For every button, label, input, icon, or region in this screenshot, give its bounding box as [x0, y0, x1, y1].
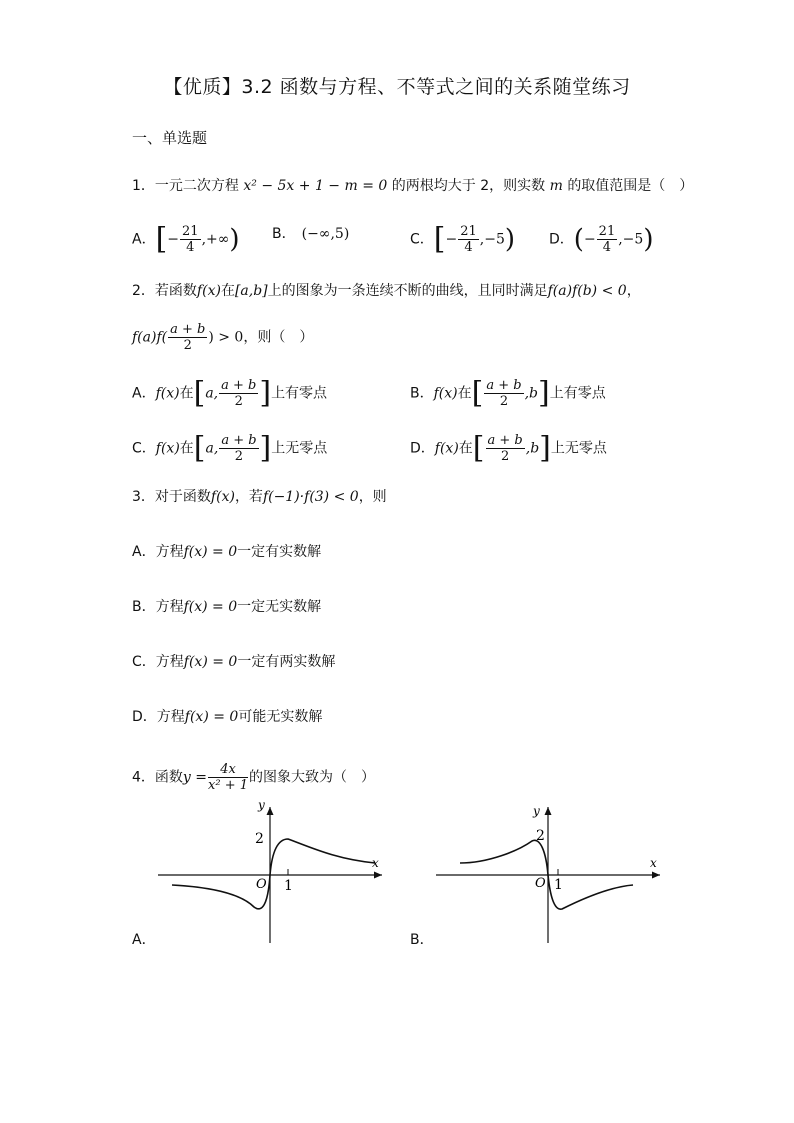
- option-label: A．方程: [132, 544, 184, 560]
- x-axis-arrow: [652, 872, 660, 879]
- option-tail: 上无零点: [271, 440, 328, 457]
- paren: ): [504, 224, 516, 255]
- function-curve: [172, 839, 375, 909]
- option-label: D．: [549, 231, 574, 248]
- numerator: 4x: [208, 762, 248, 778]
- bracket: [: [471, 375, 484, 411]
- denominator: 2: [183, 338, 192, 353]
- q3-stem-text: 3．对于函数: [132, 489, 211, 505]
- q3-stem-text-3: ，则: [358, 489, 387, 505]
- equation: f(x) = 0: [183, 544, 238, 560]
- bracket: [: [193, 430, 206, 466]
- q3-condition: f(−1)·f(3) < 0: [262, 489, 359, 505]
- q1-option-d[interactable]: [549, 224, 653, 255]
- sign: −: [583, 231, 596, 248]
- option-label: B．: [410, 385, 434, 402]
- equation: f(x) = 0: [184, 709, 239, 725]
- q3-option-c[interactable]: [132, 652, 335, 672]
- fx: f(x): [434, 440, 459, 457]
- fraction: [219, 433, 258, 464]
- q2-option-b[interactable]: [410, 375, 606, 411]
- option-tail: 一定有两实数解: [237, 654, 336, 670]
- numerator: 21: [598, 224, 616, 239]
- option-label: B．方程: [132, 599, 184, 615]
- origin-label: O: [256, 877, 267, 892]
- section-heading: 一、单选题: [132, 129, 208, 147]
- option-label: D．方程: [132, 709, 185, 725]
- q4-y: y =: [182, 769, 208, 786]
- x-axis-arrow: [374, 872, 382, 879]
- y-axis-arrow: [545, 807, 552, 815]
- numerator: a + b: [487, 433, 523, 448]
- numerator: a + b: [221, 378, 257, 393]
- q1-stem-text: 1．一元二次方程: [132, 178, 239, 194]
- sign: −: [445, 231, 458, 248]
- interval-right: ,b: [525, 440, 540, 457]
- q2-stem-text-2: 在: [220, 283, 235, 299]
- q2-cond2-post: ) > 0: [208, 329, 244, 346]
- x-tick-label: 1: [284, 878, 293, 894]
- interval-left: a,: [205, 440, 219, 457]
- fx: f(x): [433, 385, 458, 402]
- fraction: [458, 224, 479, 255]
- interval-left: a,: [205, 385, 219, 402]
- denominator: 4: [464, 240, 473, 255]
- q4-stem-text: 4．函数: [132, 769, 183, 786]
- denominator: 2: [500, 449, 510, 464]
- fraction: [484, 378, 523, 409]
- option-label: A．: [132, 385, 156, 402]
- q2-stem-text-4: ，: [626, 283, 641, 299]
- fraction: [180, 224, 201, 255]
- denominator: 2: [234, 394, 243, 409]
- option-tail: 上有零点: [549, 385, 606, 402]
- interval-right: ,b: [524, 385, 538, 402]
- paren: ): [643, 224, 654, 255]
- q4-option-a[interactable]: A．: [132, 932, 156, 948]
- sign: −: [167, 231, 180, 248]
- q3-stem-text-2: ，若: [234, 489, 263, 505]
- option-label: B．: [272, 226, 296, 242]
- numerator: a + b: [221, 433, 257, 448]
- y-axis-label: y: [533, 804, 540, 818]
- bracket: [: [155, 221, 168, 257]
- option-label: C．: [410, 231, 434, 248]
- q2-condition-1: f(a)f(b) < 0: [547, 283, 627, 299]
- option-label: C．方程: [132, 654, 184, 670]
- equation: f(x) = 0: [183, 599, 238, 615]
- x-axis-label: x: [650, 856, 657, 870]
- option-label: C．: [132, 440, 156, 457]
- numerator: 21: [182, 224, 199, 239]
- numerator: a + b: [170, 322, 206, 337]
- denominator: 2: [499, 394, 509, 409]
- rest: ,−5: [618, 231, 644, 248]
- option-label: A．: [132, 231, 156, 248]
- y-axis-arrow: [267, 807, 274, 815]
- fx: f(x): [155, 440, 180, 457]
- q3-option-a[interactable]: [132, 542, 321, 562]
- y-axis-label: y: [258, 798, 265, 812]
- x-tick-label: 1: [554, 877, 563, 893]
- page-title: 【优质】3.2 函数与方程、不等式之间的关系随堂练习: [163, 76, 631, 98]
- q2-option-a[interactable]: [132, 375, 328, 411]
- equation: f(x) = 0: [183, 654, 238, 670]
- denominator: 4: [602, 240, 612, 255]
- zai: 在: [457, 385, 472, 402]
- q2-stem-text-3: 上的图象为一条连续不断的曲线，且同时满足: [267, 283, 548, 299]
- fx: f(x): [155, 385, 180, 402]
- bracket: [: [433, 221, 446, 257]
- question-4-stem: [132, 762, 375, 793]
- q1-equation: x² − 5x + 1 − m = 0: [243, 178, 388, 194]
- q2-option-c[interactable]: [132, 430, 328, 466]
- bracket: [: [472, 430, 485, 466]
- denominator: 4: [186, 240, 195, 255]
- q1-stem-text-3: 的取值范围是（ ）: [567, 178, 694, 194]
- denominator: 2: [234, 449, 244, 464]
- q1-option-b[interactable]: [272, 224, 349, 244]
- q3-fx: f(x): [210, 489, 235, 505]
- zai: 在: [458, 440, 473, 457]
- zai: 在: [179, 385, 194, 402]
- q4-graph-a[interactable]: [150, 795, 390, 950]
- option-tail: 可能无实数解: [238, 709, 323, 725]
- y-tick-label: 2: [536, 828, 545, 844]
- bracket: ]: [539, 430, 551, 466]
- q1-option-c[interactable]: [410, 221, 516, 257]
- question-3-stem: [132, 487, 387, 507]
- fraction: [486, 433, 525, 464]
- rest: ,−5: [479, 231, 505, 248]
- q2-stem-text: 2．若函数: [132, 283, 197, 299]
- option-tail: 一定无实数解: [237, 599, 322, 615]
- y-tick-label: 2: [255, 831, 264, 847]
- question-2-stem-line-2: [132, 322, 313, 353]
- option-text: (−∞,5): [301, 226, 350, 242]
- zai: 在: [179, 440, 194, 457]
- bracket: ]: [538, 375, 550, 411]
- option-tail: 上有零点: [271, 385, 328, 402]
- option-tail: 一定有实数解: [237, 544, 322, 560]
- fraction: [597, 224, 618, 255]
- q1-option-a[interactable]: [132, 221, 240, 257]
- bracket: ]: [259, 430, 272, 466]
- q1-stem-text-2: 的两根均大于 2，则实数: [391, 178, 546, 194]
- q1-variable: m: [549, 178, 563, 194]
- option-label: D．: [410, 440, 435, 457]
- q2-option-d[interactable]: [410, 430, 607, 466]
- fraction: [208, 762, 248, 793]
- fraction: [219, 378, 258, 409]
- paren: (: [573, 224, 584, 255]
- q4-option-b[interactable]: B．: [410, 932, 434, 948]
- q3-option-d[interactable]: [132, 707, 322, 727]
- denominator: x² + 1: [208, 778, 248, 793]
- fraction: [168, 322, 207, 353]
- option-tail: 上无零点: [550, 440, 607, 457]
- numerator: a + b: [486, 378, 522, 393]
- origin-label: O: [535, 876, 546, 891]
- q2-cond2-pre: f(a)f(: [132, 329, 168, 346]
- paren: ): [229, 224, 240, 255]
- q2-fx: f(x): [196, 283, 221, 299]
- question-2-stem: [132, 281, 641, 301]
- bracket: ]: [259, 375, 272, 411]
- question-1-stem: [132, 176, 693, 196]
- bracket: [: [193, 375, 206, 411]
- q2-interval: [a,b]: [234, 283, 268, 299]
- q4-graph-b[interactable]: [428, 795, 668, 950]
- x-axis-label: x: [372, 856, 379, 870]
- q4-stem-text-2: 的图象大致为（ ）: [249, 769, 375, 786]
- q3-option-b[interactable]: [132, 597, 321, 617]
- q2-stem-text-5: ，则（ ）: [243, 329, 314, 346]
- numerator: 21: [460, 224, 477, 239]
- rest: ,+∞: [201, 231, 230, 248]
